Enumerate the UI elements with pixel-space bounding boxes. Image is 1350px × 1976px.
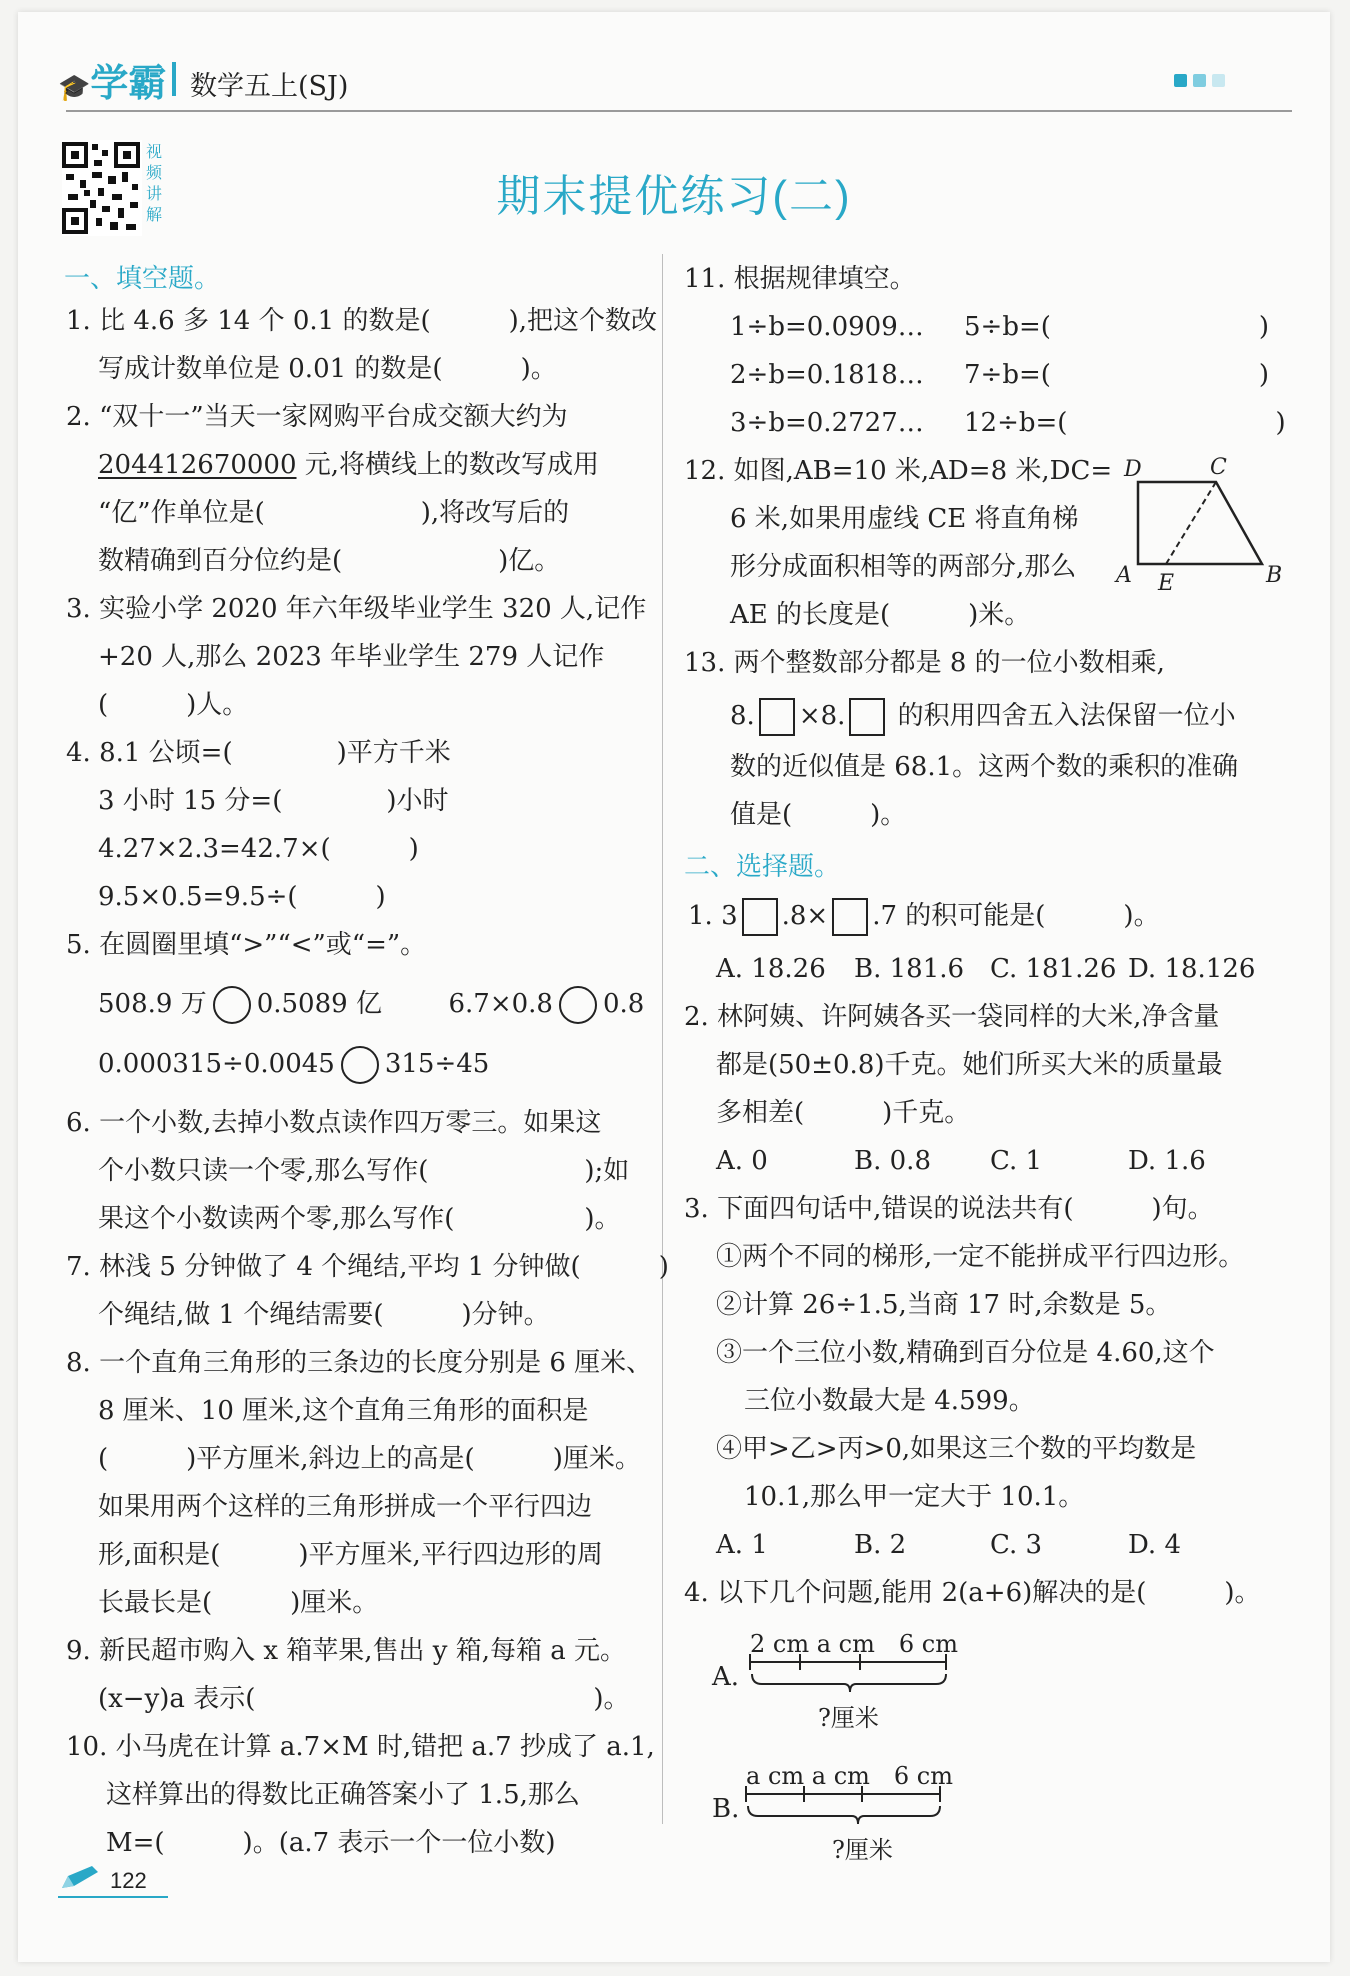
c1-opt-d[interactable]: D. 18.126 (1128, 954, 1256, 984)
c4-option-b-letter[interactable]: B. (712, 1794, 740, 1824)
q12-line1: 12. 如图,AB=10 米,AD=8 米,DC= (684, 456, 1113, 486)
q12-line2: 6 米,如果用虚线 CE 将直角梯 (730, 504, 1079, 534)
header-rule (66, 110, 1292, 112)
header-divider (172, 62, 176, 96)
q6-line1: 6. 一个小数,去掉小数点读作四万零三。如果这 (66, 1108, 602, 1138)
q9-line1: 9. 新民超市购入 x 箱苹果,售出 y 箱,每箱 a 元。 (66, 1636, 627, 1666)
pencil-icon (58, 1864, 102, 1892)
c3-statement-1: ①两个不同的梯形,一定不能拼成平行四边形。 (716, 1242, 1245, 1272)
c2-opt-a[interactable]: A. 0 (716, 1146, 768, 1176)
c2-opt-b[interactable]: B. 0.8 (854, 1146, 931, 1176)
q8-line3: ( )平方厘米,斜边上的高是( )厘米。 (98, 1444, 641, 1474)
q10-line2: 这样算出的得数比正确答案小了 1.5,那么 (106, 1780, 580, 1810)
c2-opt-d[interactable]: D. 1.6 (1128, 1146, 1206, 1176)
c4-option-a-top-label: 2 cm a cm 6 cm (750, 1630, 958, 1658)
c4-line1: 4. 以下几个问题,能用 2(a+6)解决的是( )。 (684, 1578, 1261, 1608)
q5-line3: 0.000315÷0.0045 315÷45 (98, 1046, 489, 1084)
compare-circle[interactable] (341, 1046, 379, 1084)
label-a: A (1116, 563, 1132, 588)
q8-line2: 8 厘米、10 厘米,这个直角三角形的面积是 (98, 1396, 589, 1426)
header-decoration (1168, 74, 1225, 92)
q11-row3-right: 12÷b=( ) (964, 408, 1286, 438)
c4-option-b-diagram (744, 1784, 944, 1834)
c3-statement-4b: 10.1,那么甲一定大于 10.1。 (744, 1482, 1085, 1512)
q4-line1: 4. 8.1 公顷=( )平方千米 (66, 738, 451, 768)
q7-line2: 个绳结,做 1 个绳结需要( )分钟。 (98, 1300, 550, 1330)
c4-option-b-bottom-label: ?厘米 (832, 1836, 893, 1864)
c2-line2: 都是(50±0.8)千克。她们所买大米的质量最 (716, 1050, 1223, 1080)
q10-line3: M=( )。(a.7 表示一个一位小数) (106, 1828, 556, 1858)
c3-opt-d[interactable]: D. 4 (1128, 1530, 1181, 1560)
q11-row2-left: 2÷b=0.1818… (730, 360, 924, 390)
q3-line1: 3. 实验小学 2020 年六年级毕业学生 320 人,记作 (66, 594, 647, 624)
c3-opt-a[interactable]: A. 1 (716, 1530, 768, 1560)
q10-line1: 10. 小马虎在计算 a.7×M 时,错把 a.7 抄成了 a.1, (66, 1732, 655, 1762)
q3-line3: ( )人。 (98, 690, 249, 720)
q2-line1: 2. “双十一”当天一家网购平台成交额大约为 (66, 402, 568, 432)
q2-line2: 204412670000 元,将横线上的数改写成用 (98, 450, 600, 480)
q5-line1: 5. 在圆圈里填“>”“<”或“=”。 (66, 930, 427, 960)
c2-line3: 多相差( )千克。 (716, 1098, 971, 1128)
c3-opt-c[interactable]: C. 3 (990, 1530, 1043, 1560)
label-b: B (1266, 563, 1283, 588)
c1-opt-c[interactable]: C. 181.26 (990, 954, 1117, 984)
q7-line1: 7. 林浅 5 分钟做了 4 个绳结,平均 1 分钟做( ) (66, 1252, 669, 1282)
q4-line2: 3 小时 15 分=( )小时 (98, 786, 449, 816)
c1-opt-b[interactable]: B. 181.6 (854, 954, 965, 984)
q2-line3: “亿”作单位是( ),将改写后的 (98, 498, 570, 528)
q13-line4: 值是( )。 (730, 800, 907, 830)
page-title: 期末提优练习(二) (496, 172, 852, 221)
c4-option-a-bottom-label: ?厘米 (818, 1704, 879, 1732)
compare-circle[interactable] (559, 986, 597, 1024)
q11-row3-left: 3÷b=0.2727… (730, 408, 924, 438)
label-e: E (1158, 571, 1175, 596)
q9-line2: (x−y)a 表示( )。 (98, 1684, 630, 1714)
footer-rule (58, 1896, 168, 1898)
c3-statement-3a: ③一个三位小数,精确到百分位是 4.60,这个 (716, 1338, 1215, 1368)
c1-opt-a[interactable]: A. 18.26 (716, 954, 826, 984)
q12-line4: AE 的长度是( )米。 (730, 600, 1031, 630)
q6-line2: 个小数只读一个零,那么写作( );如 (98, 1156, 630, 1186)
qr-label: 视频讲解 (146, 144, 163, 224)
q8-line6: 长最长是( )厘米。 (98, 1588, 379, 1618)
book-title: 数学五上(SJ) (190, 71, 349, 102)
section-2-heading: 二、选择题。 (684, 851, 841, 881)
q11-row1-right: 5÷b=( ) (964, 312, 1270, 342)
digit-box[interactable] (849, 698, 885, 736)
c2-opt-c[interactable]: C. 1 (990, 1146, 1043, 1176)
trapezoid-figure (1108, 452, 1308, 612)
c1-line1: 1. 3 .8× .7 的积可能是( )。 (688, 898, 1160, 936)
q13-line3: 数的近似值是 68.1。这两个数的乘积的准确 (730, 752, 1239, 782)
q13-line1: 13. 两个整数部分都是 8 的一位小数相乘, (684, 648, 1165, 678)
digit-box[interactable] (742, 898, 778, 936)
underlined-number: 204412670000 (98, 450, 297, 480)
page-number: 122 (110, 1868, 147, 1893)
label-c: C (1210, 455, 1227, 480)
compare-circle[interactable] (213, 986, 251, 1024)
c3-statement-2: ②计算 26÷1.5,当商 17 时,余数是 5。 (716, 1290, 1172, 1320)
q8-line1: 8. 一个直角三角形的三条边的长度分别是 6 厘米、 (66, 1348, 653, 1378)
logo: 🎓学霸 (58, 63, 167, 105)
q4-line3: 4.27×2.3=42.7×( ) (98, 834, 419, 864)
digit-box[interactable] (832, 898, 868, 936)
q8-line4: 如果用两个这样的三角形拼成一个平行四边 (98, 1492, 593, 1522)
column-divider (662, 254, 663, 1824)
section-1-heading: 一、填空题。 (64, 263, 221, 293)
c2-line1: 2. 林阿姨、许阿姨各买一袋同样的大米,净含量 (684, 1002, 1220, 1032)
c3-line1: 3. 下面四句话中,错误的说法共有( )句。 (684, 1194, 1214, 1224)
cap-icon: 🎓 (58, 72, 91, 102)
digit-box[interactable] (759, 698, 795, 736)
c4-option-b-top-label: a cm a cm 6 cm (746, 1762, 953, 1790)
q11-row1-left: 1÷b=0.0909… (730, 312, 924, 342)
q5-line2: 508.9 万 0.5089 亿 6.7×0.8 0.8 (98, 986, 644, 1024)
q11-line1: 11. 根据规律填空。 (684, 264, 916, 294)
c3-statement-4a: ④甲>乙>丙>0,如果这三个数的平均数是 (716, 1434, 1197, 1464)
c4-option-a-letter[interactable]: A. (712, 1662, 740, 1692)
q4-line4: 9.5×0.5=9.5÷( ) (98, 882, 386, 912)
q3-line2: +20 人,那么 2023 年毕业学生 279 人记作 (98, 642, 605, 672)
q2-line4: 数精确到百分位约是( )亿。 (98, 546, 561, 576)
label-d: D (1124, 457, 1142, 482)
q12-line3: 形分成面积相等的两部分,那么 (730, 552, 1077, 582)
q8-line5: 形,面积是( )平方厘米,平行四边形的周 (98, 1540, 603, 1570)
c4-option-a-diagram (748, 1652, 948, 1702)
q11-row2-right: 7÷b=( ) (964, 360, 1270, 390)
q1-line1: 1. 比 4.6 多 14 个 0.1 的数是( ),把这个数改 (66, 306, 657, 336)
q13-line2: 8. ×8. 的积用四舍五入法保留一位小 (730, 698, 1236, 736)
q1-line2: 写成计数单位是 0.01 的数是( )。 (98, 354, 557, 384)
c3-opt-b[interactable]: B. 2 (854, 1530, 907, 1560)
q6-line3: 果这个小数读两个零,那么写作( )。 (98, 1204, 621, 1234)
c3-statement-3b: 三位小数最大是 4.599。 (744, 1386, 1035, 1416)
page (18, 12, 1330, 1962)
